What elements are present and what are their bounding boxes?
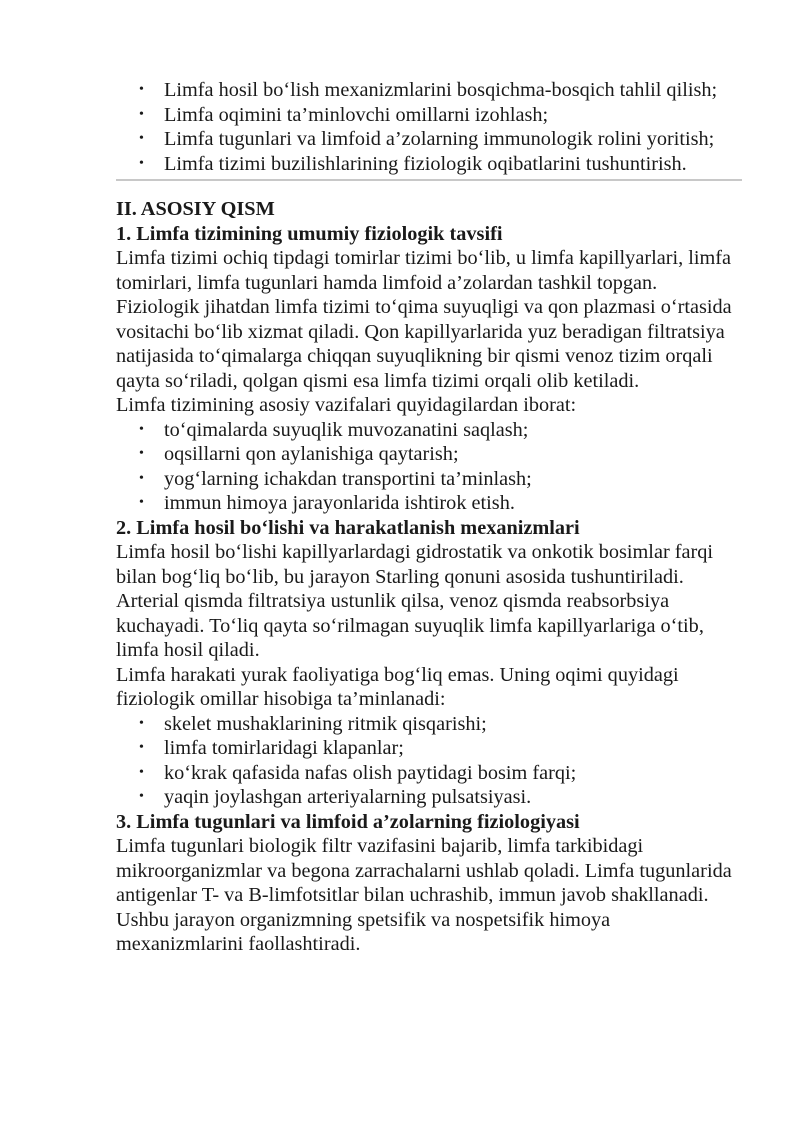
- list-item-text: yog‘larning ichakdan transportini ta’minlash;: [164, 467, 532, 490]
- list-item: [116, 785, 736, 810]
- list-item-text: Limfa hosil bo‘lish mexanizmlarini bosqichma-bosqich tahlil qilish;: [164, 79, 718, 101]
- list-item-text: immun himoya jarayonlarida ishtirok etish.: [164, 492, 515, 514]
- list-item-text: Limfa tugunlari va limfoid a’zolarning immunologik rolini yoritish;: [164, 128, 715, 150]
- section-1-paragraph-2: Limfa tizimining asosiy vazifalari quyidagilardan iborat:: [116, 394, 577, 416]
- list-item-text: limfa tomirlaridagi klapanlar;: [164, 737, 404, 759]
- objectives-list: [116, 78, 736, 176]
- list-item-text: Limfa tizimi buzilishlarining fiziologik oqibatlarini tushuntirish.: [164, 152, 687, 175]
- bullet-icon: •: [139, 495, 144, 510]
- list-item-text: Limfa oqimini ta’minlovchi omillarni izohlash;: [164, 103, 549, 126]
- list-item-text: to‘qimalarda suyuqlik muvozanatini saqlash;: [164, 418, 529, 441]
- bullet-icon: •: [139, 155, 144, 171]
- section-1-paragraph-1: Limfa tizimi ochiq tipdagi tomirlar tizimi bo‘lib, u limfa kapillyarlari, limfa tomirlari, limfa tugunlari hamda limfoid a’zolardan tashkil topgan. Fiziologik jihatdan limfa tizimi to‘qima suyuqligi va qon plazmasi o‘rtasida vositachi bo‘lib xizmat qiladi. Qon kapillyarlarida yuz beradigan filtratsiya natijasida to‘qimalarga chiqqan suyuqlikning bir qismi venoz tizim orqali qayta so‘riladi, qolgan qismi esa limfa tizimi orqali olib ketiladi.: [116, 247, 732, 392]
- list-item: [116, 78, 736, 103]
- bullet-icon: •: [139, 131, 144, 146]
- section-2-paragraph-1: Limfa hosil bo‘lishi kapillyarlardagi gidrostatik va onkotik bosimlar farqi bilan bog‘liq bo‘lib, bu jarayon Starling qonuni asosida tushuntiriladi. Arterial qismda filtratsiya ustunlik qilsa, venoz qismda reabsorbsiya kuchayadi. To‘liq qayta so‘rilmagan suyuqlik limfa kapillyarlariga o‘tib, limfa hosil qiladi.: [116, 541, 714, 661]
- section-divider: [116, 179, 742, 181]
- section-3-heading: 3. Limfa tugunlari va limfoid a’zolarning fiziologiyasi: [116, 810, 580, 833]
- section-2-heading: 2. Limfa hosil bo‘lishi va harakatlanish mexanizmlari: [116, 516, 580, 539]
- list-item: [116, 467, 736, 492]
- section-2-paragraph-2: Limfa harakati yurak faoliyatiga bog‘liq emas. Uning oqimi quyidagi fiziologik omillar hisobiga ta’minlanadi:: [116, 663, 679, 710]
- document-page: [116, 78, 736, 957]
- section-1-heading: 1. Limfa tizimining umumiy fiziologik tavsifi: [116, 222, 503, 245]
- section-3-paragraph-1: Limfa tugunlari biologik filtr vazifasini bajarib, limfa tarkibidagi mikroorganizmlar va begona zarrachalarni ushlab qoladi. Limfa tugunlarida antigenlar T- va B-limfotsitlar bilan uchrashib, immun javob shakllanadi. Ushbu jarayon organizmning spetsifik va nospetsifik himoya mexanizmlarini faollashtiradi.: [116, 835, 732, 955]
- list-item: [116, 442, 736, 467]
- list-item: [116, 127, 736, 152]
- list-item: [116, 418, 736, 443]
- bullet-icon: •: [139, 446, 144, 461]
- list-item: [116, 491, 736, 516]
- functions-list: [116, 418, 736, 516]
- list-item: [116, 103, 736, 128]
- bullet-icon: •: [139, 470, 144, 486]
- list-item-text: ko‘krak qafasida nafas olish paytidagi bosim farqi;: [164, 761, 577, 784]
- list-item: [116, 761, 736, 786]
- flow-factors-list: [116, 712, 736, 810]
- list-item: [116, 736, 736, 761]
- list-item: [116, 712, 736, 737]
- main-heading: II. ASOSIY QISM: [116, 198, 275, 220]
- list-item-text: skelet mushaklarining ritmik qisqarishi;: [164, 712, 487, 735]
- list-item: [116, 152, 736, 177]
- bullet-icon: •: [139, 764, 144, 780]
- list-item-text: oqsillarni qon aylanishiga qaytarish;: [164, 443, 459, 465]
- bullet-icon: •: [139, 789, 144, 804]
- bullet-icon: •: [139, 421, 144, 437]
- bullet-icon: •: [139, 82, 144, 97]
- bullet-icon: •: [139, 715, 144, 731]
- list-item-text: yaqin joylashgan arteriyalarning pulsatsiyasi.: [164, 786, 532, 808]
- bullet-icon: •: [139, 740, 144, 755]
- bullet-icon: •: [139, 106, 144, 122]
